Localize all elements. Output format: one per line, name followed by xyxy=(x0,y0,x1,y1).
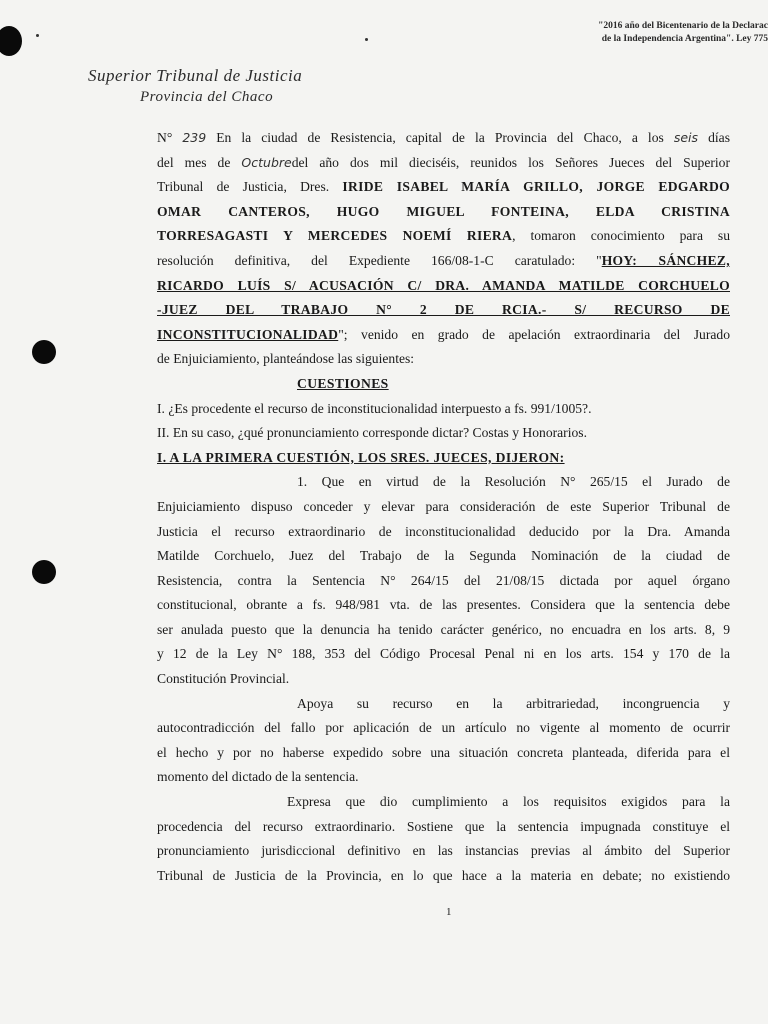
header-note xyxy=(568,20,768,46)
text-line: constitucional, obrante a fs. 948/981 vta. de las presentes. Considera que la sentencia debe xyxy=(157,597,730,613)
text-line: TORRESAGASTI Y MERCEDES NOEMÍ RIERA, tomaron conocimiento para su xyxy=(157,228,730,244)
text-line: INCONSTITUCIONALIDAD"; venido en grado de apelación extraordinaria del Jurado xyxy=(157,326,730,342)
text-line: momento del dictado de la sentencia. xyxy=(157,769,359,785)
page-number: 1 xyxy=(446,906,452,918)
text-line: Matilde Corchuelo, Juez del Trabajo de la Segunda Nominación de la ciudad de xyxy=(157,548,730,564)
text-line: N° 239 En la ciudad de Resistencia, capital de la Provincia del Chaco, a los seis días xyxy=(157,130,730,145)
text-line: Enjuiciamiento dispuso conceder y elevar para consideración de este Superior Tribunal de xyxy=(157,498,730,514)
text-line: Constitución Provincial. xyxy=(157,671,290,687)
text-line: y 12 de la Ley N° 188, 353 del Código Procesal Penal ni en los arts. 154 y 170 de la xyxy=(157,646,730,662)
punch-hole-middle xyxy=(32,340,56,364)
case-title: -JUEZ DEL TRABAJO N° 2 DE RCIA.- S/ RECURSO DE xyxy=(157,302,730,318)
judges-names: IRIDE ISABEL MARÍA GRILLO, JORGE EDGARDO xyxy=(342,179,731,195)
case-title: HOY: SÁNCHEZ, xyxy=(601,252,730,268)
text-line: procedencia del recurso extraordinario. Sostiene que la sentencia impugnada constituye el xyxy=(157,818,730,834)
text-line: de Enjuiciamiento, planteándose las siguientes: xyxy=(157,351,415,367)
text-line: Tribunal de Justicia, Dres. IRIDE ISABEL MARÍA GRILLO, JORGE EDGARDO xyxy=(157,179,731,195)
section-heading-cuestiones: CUESTIONES xyxy=(297,375,389,391)
text-line: Justicia el recurso extraordinario de inconstitucionalidad deducido por la Dra. Amanda xyxy=(157,523,730,539)
scan-speck xyxy=(36,34,39,37)
text-line: del mes de Octubredel año dos mil dieciséis, reunidos los Señores Jueces del Superior xyxy=(157,154,730,170)
text-line: Apoya su recurso en la arbitrariedad, incongruencia y xyxy=(297,695,730,711)
punch-hole-lower xyxy=(32,560,56,584)
handwritten-month: Octubre xyxy=(241,154,292,170)
text-line: pronunciamiento jurisdiccional definitivo en las instancias previas al ámbito del Superior xyxy=(157,843,730,859)
text-line: Tribunal de Justicia de la Provincia, en lo que hace a la materia en debate; no existiendo xyxy=(157,867,730,883)
document-body xyxy=(157,126,730,888)
text-line: Resistencia, contra la Sentencia N° 264/15 del 21/08/15 dictada por aquel órgano xyxy=(157,572,730,588)
question-1: I. ¿Es procedente el recurso de inconstitucionalidad interpuesto a fs. 991/1005?. xyxy=(157,400,592,416)
letterhead-province: Provincia del Chaco xyxy=(140,89,274,105)
header-note-line1: "2016 año del Bicentenario de la Declarac xyxy=(598,21,768,31)
letterhead xyxy=(88,66,302,106)
letterhead-court: Superior Tribunal de Justicia xyxy=(88,66,303,85)
punch-hole-top xyxy=(0,26,22,56)
handwritten-number: 239 xyxy=(182,130,207,145)
text-line: ser anulada puesto que la denuncia ha tenido carácter genérico, no encuadra en los arts. 8, 9 xyxy=(157,621,730,637)
section-heading-primera-cuestion: I. A LA PRIMERA CUESTIÓN, LOS SRES. JUECES, DIJERON: xyxy=(157,449,565,465)
text-line: Expresa que dio cumplimiento a los requisitos exigidos para la xyxy=(287,794,730,810)
scan-speck xyxy=(365,38,368,41)
case-title: RICARDO LUÍS S/ ACUSACIÓN C/ DRA. AMANDA MATILDE CORCHUELO xyxy=(157,277,730,293)
text-line: 1. Que en virtud de la Resolución N° 265/15 el Jurado de xyxy=(297,474,730,490)
text-line: resolución definitiva, del Expediente 166/08-1-C caratulado: "HOY: SÁNCHEZ, xyxy=(157,252,730,268)
judges-names: TORRESAGASTI Y MERCEDES NOEMÍ RIERA xyxy=(157,228,513,244)
question-2: II. En su caso, ¿qué pronunciamiento corresponde dictar? Costas y Honorarios. xyxy=(157,425,587,441)
handwritten-day: seis xyxy=(673,130,699,145)
judges-names: OMAR CANTEROS, HUGO MIGUEL FONTEINA, ELDA CRISTINA xyxy=(157,203,730,219)
text-line: autocontradicción del fallo por aplicación de un artículo no vigente al momento de ocurrir xyxy=(157,720,730,736)
header-note-line2: de la Independencia Argentina". Ley 775 xyxy=(601,34,768,44)
case-title: INCONSTITUCIONALIDAD xyxy=(157,326,339,342)
text-line: el hecho y por no haberse expedido sobre una situación concreta planteada, diferida para el xyxy=(157,744,730,760)
